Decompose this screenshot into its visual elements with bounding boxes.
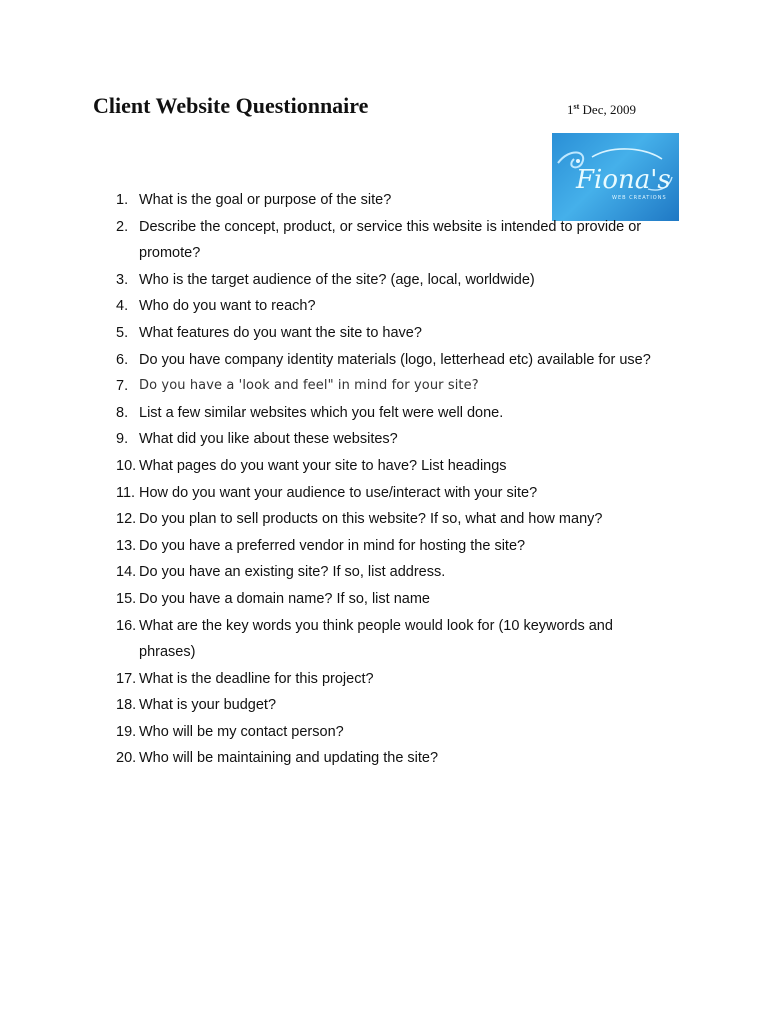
question-number: 7.	[116, 378, 129, 395]
question-number: 5.	[116, 324, 129, 341]
question-number: 13.	[116, 537, 137, 554]
question-item	[0, 187, 768, 214]
question-item	[0, 506, 768, 533]
question-item	[0, 613, 768, 666]
question-number: 8.	[116, 404, 129, 421]
question-item	[0, 214, 768, 267]
question-number: 15.	[116, 590, 137, 607]
question-item	[0, 719, 768, 746]
question-number: 11.	[116, 484, 136, 501]
question-text: What is the goal or purpose of the site?	[139, 192, 392, 208]
document-date	[567, 101, 636, 119]
question-item	[0, 373, 768, 400]
logo-brand-text: Fiona's	[576, 165, 671, 195]
question-text: Do you have company identity materials (logo, letterhead etc) available for use?	[139, 351, 651, 368]
question-text: Do you have a 'look and feel" in mind for your site?	[139, 378, 479, 394]
question-text: What did you like about these websites?	[139, 431, 398, 448]
question-number: 19.	[116, 723, 137, 740]
question-text: Do you plan to sell products on this website? If so, what and how many?	[139, 511, 603, 528]
question-number: 16.	[116, 617, 137, 634]
question-item	[0, 453, 768, 480]
question-text: Do you have a preferred vendor in mind for hosting the site?	[139, 537, 526, 554]
question-number: 3.	[116, 271, 129, 288]
question-text: Who do you want to reach?	[139, 298, 316, 315]
date-suffix: st	[573, 102, 580, 111]
date-rest: Dec, 2009	[579, 102, 636, 117]
question-item	[0, 293, 768, 320]
question-number: 2.	[116, 218, 129, 235]
question-item	[0, 267, 768, 294]
question-text: What are the key words you think people would look for (10 keywords and phrases)	[139, 617, 613, 661]
question-number: 10.	[116, 457, 137, 474]
question-item	[0, 666, 768, 693]
question-item	[0, 692, 768, 719]
question-number: 12.	[116, 511, 137, 528]
question-text: What is the deadline for this project?	[139, 670, 374, 687]
question-number: 20.	[116, 750, 137, 767]
question-number: 6.	[116, 351, 129, 368]
question-item	[0, 533, 768, 560]
question-text: Who will be my contact person?	[139, 723, 344, 740]
question-item	[0, 347, 768, 374]
question-text: What pages do you want your site to have? List headings	[139, 457, 507, 474]
date-day: 1	[567, 102, 574, 117]
question-text: List a few similar websites which you felt were well done.	[139, 404, 504, 421]
question-item	[0, 559, 768, 586]
question-item	[0, 586, 768, 613]
logo-tagline: WEB CREATIONS	[612, 195, 667, 201]
question-text: What is your budget?	[139, 697, 277, 714]
question-number: 4.	[116, 298, 129, 315]
question-text: Do you have an existing site? If so, list address.	[139, 564, 446, 581]
question-number: 17.	[116, 670, 137, 687]
question-number: 1.	[116, 192, 129, 208]
question-text: Who will be maintaining and updating the site?	[139, 750, 439, 767]
question-text: Do you have a domain name? If so, list name	[139, 590, 430, 607]
question-text: What features do you want the site to have?	[139, 324, 422, 341]
question-text: Describe the concept, product, or service this website is intended to provide or promote?	[139, 218, 642, 262]
question-item	[0, 400, 768, 427]
question-number: 14.	[116, 564, 137, 581]
question-item	[0, 426, 768, 453]
document-title: Client Website Questionnaire	[93, 93, 369, 118]
question-number: 18.	[116, 697, 137, 714]
question-item	[0, 320, 768, 347]
question-number: 9.	[116, 431, 129, 448]
question-text: How do you want your audience to use/interact with your site?	[139, 484, 538, 501]
question-item	[0, 480, 768, 507]
question-text: Who is the target audience of the site? (age, local, worldwide)	[139, 271, 535, 288]
question-list	[0, 187, 768, 772]
question-item	[0, 745, 768, 772]
